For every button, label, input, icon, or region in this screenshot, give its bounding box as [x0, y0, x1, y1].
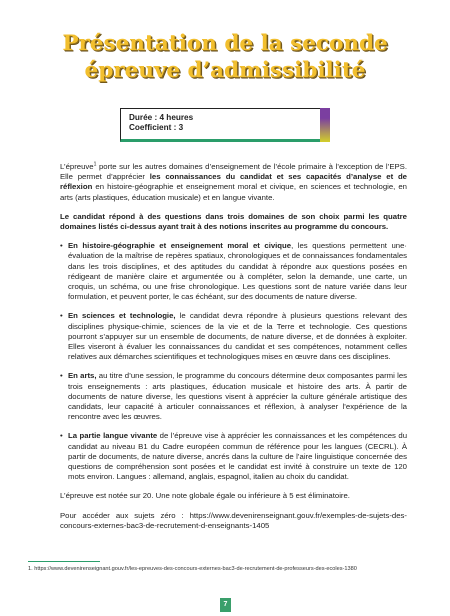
intro-text-mid: porte sur les autres domaines d’enseignement de l’école primaire à l’exception de l’EPS. Elle permet d’apprécier [60, 162, 407, 182]
title-line-1: Présentation de la seconde [62, 31, 388, 56]
footnote[interactable]: 1. https://www.devenirenseignant.gouv.fr/les-epreuves-des-concours-externes-bac3-de-recrutement-de-professeurs-des-ecoles-1380 [28, 566, 357, 572]
page-number-badge: 7 [220, 598, 231, 612]
grading-paragraph: L’épreuve est notée sur 20. Une note globale égale ou inférieure à 5 est éliminatoire. [60, 491, 350, 501]
list-item-text: le candidat devra répondre à plusieurs questions relevant des disciplines physique-chimie, sciences de la vie et de la Terre et technologie. Ces questions pourront s’appuyer sur un ensemble de documents, de nature diverse, et de données à exploiter. Elles viseront à évaluer les connaissances du candidat et ses compétences, notamment celles relatives aux démarches scientifiques et technologiques mises en œuvre dans ces disciplines. [68, 311, 407, 362]
coefficient-text: Coefficient : 3 [129, 123, 184, 132]
choice-paragraph [60, 212, 407, 232]
list-item-heading: En sciences et technologie, [68, 311, 176, 321]
domain-list [60, 241, 407, 482]
page-title [0, 30, 450, 84]
list-item [60, 241, 407, 302]
intro-text-end: en histoire-géographie et enseignement moral et civique, en sciences et technologie, en arts (arts plastiques, éducation musicale) et en langue vivante. [60, 182, 407, 202]
choice-bold: Le candidat répond à des questions dans trois domaines de son choix parmi les quatre domaines listés ci-dessus ayant trait à des notions inscrites au programme du concours. [60, 211, 407, 232]
main-content [60, 162, 407, 540]
list-item [60, 371, 407, 422]
intro-text-start: L’épreuve [60, 162, 94, 171]
footnote-ref: 1 [93, 161, 97, 168]
list-item [60, 311, 407, 362]
box-decorative-edge [320, 108, 330, 142]
intro-bold: les connaissances du candidat et ses capacités d’analyse et de réflexion [60, 172, 407, 192]
list-item-text: au titre d’une session, le programme du concours détermine deux composantes parmi les trois enseignements : arts plastiques, éducation musicale et histoire des arts. À partir de documents de nature diverse, les questions visent à apprécier la culture générale artistique des candidats, leur capacité à articuler connaissances et réflexion, à analyser l’expérience de la rencontre avec les œuvres. [68, 371, 408, 422]
list-item-text: , les questions permettent une· évaluation de la maîtrise de repères spatiaux, chronologiques et de connaissances fondamentales dans les trois disciplines, et des aptitudes du candidat à répondre aux questions posées en rédigeant de manière claire et argumentée ou à compléter, selon la demande, une carte, un croquis, un schéma, ou une frise chronologique. Les questions sont de nature variée dans leur formulation, et peuvent porter, le cas échéant, sur des documents de nature diverse. [68, 241, 407, 302]
list-item-heading: La partie langue vivante [68, 431, 158, 441]
footnote-divider [28, 561, 100, 562]
list-item [60, 431, 407, 482]
duration-info-box [120, 108, 330, 142]
duration-text: Durée : 4 heures [129, 113, 194, 122]
list-item-text: de l’épreuve vise à apprécier les connaissances et les compétences du candidat au niveau B1 du Cadre européen commun de référence pour les langues (CECRL). À partir de documents, de nature diverse, ancrés dans la culture de l’aire linguistique concernée des questions de compréhension sont posées et le candidat est invité à construire un texte de 120 mots environ. Langues : allemand, anglais, espagnol, italien au choix du candidat. [68, 431, 408, 482]
list-item-heading: En histoire-géographie et enseignement moral et civique [68, 241, 292, 251]
list-item-heading: En arts, [68, 371, 97, 381]
sample-link-paragraph[interactable]: Pour accéder aux sujets zéro : https://www.devenirenseignant.gouv.fr/exemples-de-sujets-des-concours-externes-bac3-de-recrutement-d-enseignants-1405 [60, 510, 407, 530]
title-line-2: épreuve d’admissibilité [84, 58, 366, 83]
intro-paragraph [60, 162, 407, 203]
